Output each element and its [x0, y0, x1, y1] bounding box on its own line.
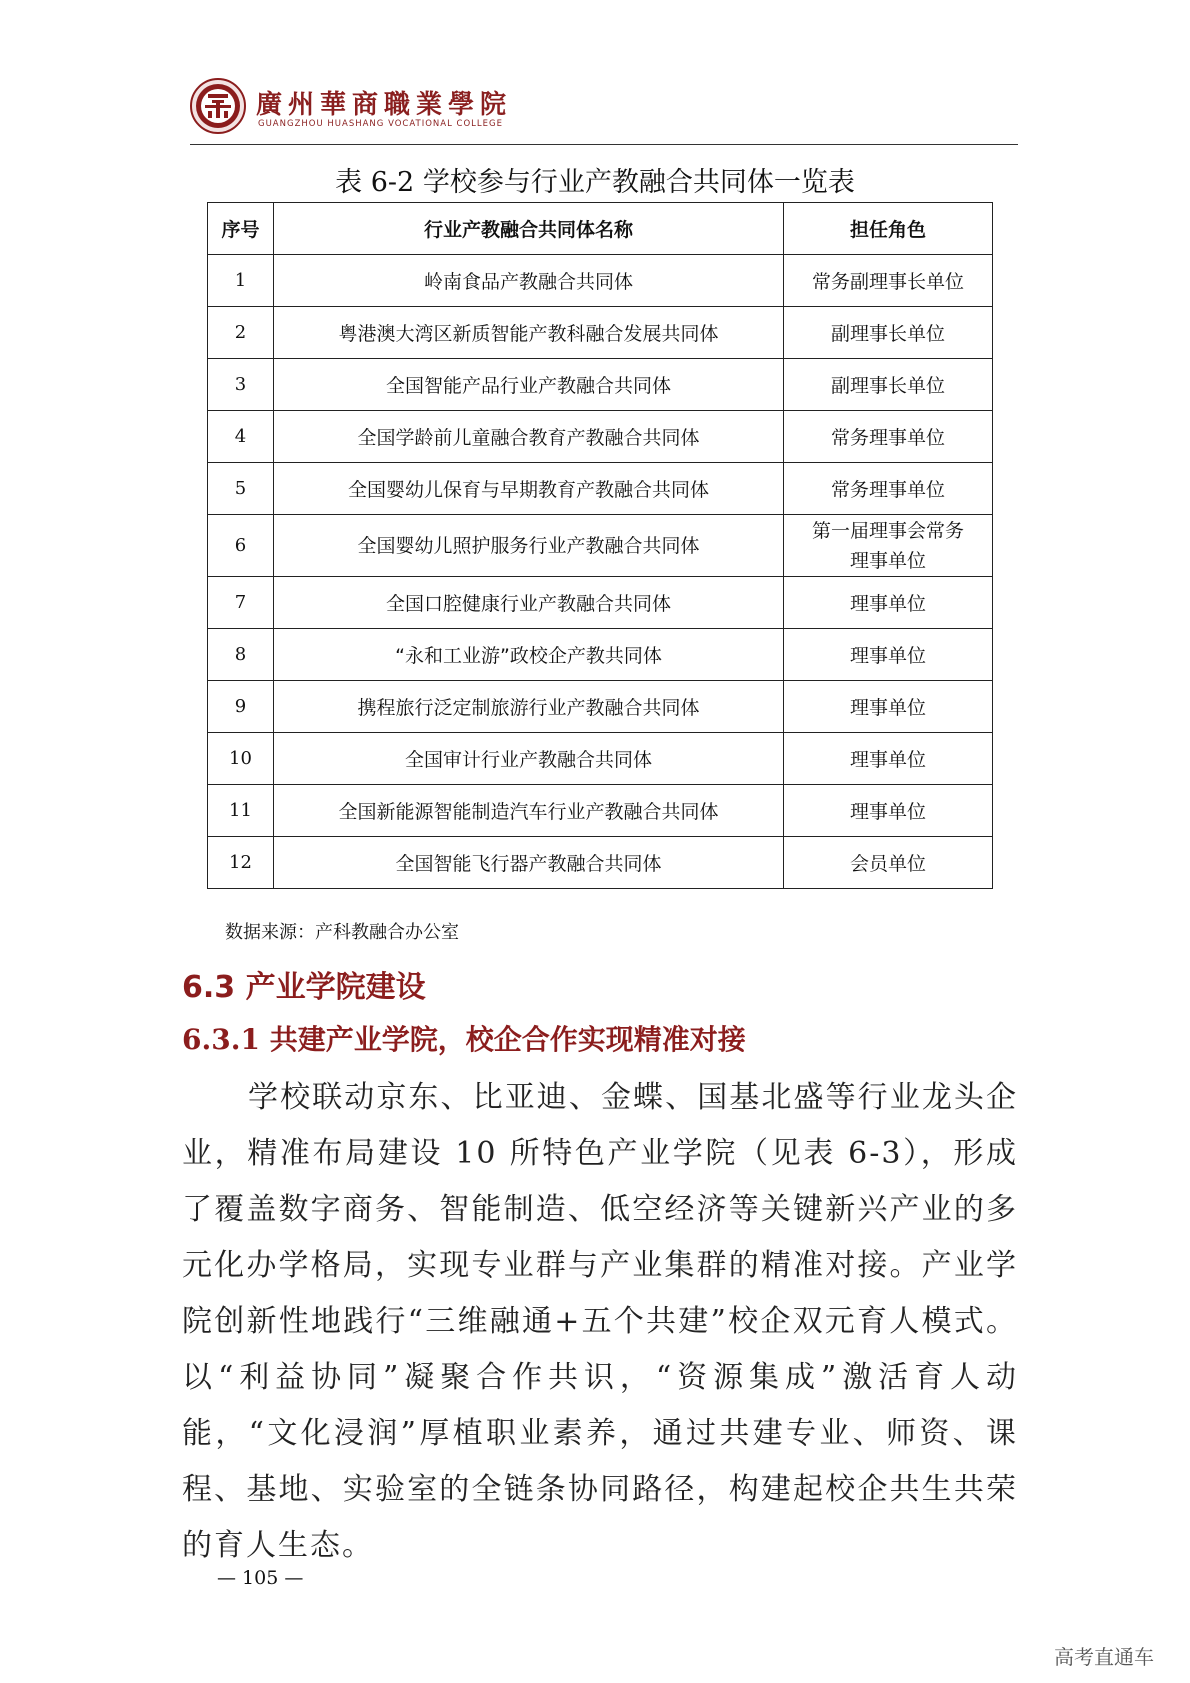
table-row [208, 629, 993, 681]
college-name-cn: 廣州華商職業學院 [256, 90, 513, 120]
row-name: 全国婴幼儿保育与早期教育产教融合共同体 [274, 463, 784, 515]
row-name: 岭南食品产教融合共同体 [274, 255, 784, 307]
table-row [208, 307, 993, 359]
row-index: 3 [208, 359, 274, 411]
row-role: 副理事长单位 [784, 307, 993, 359]
row-role: 理事单位 [784, 733, 993, 785]
row-index: 8 [208, 629, 274, 681]
row-role: 副理事长单位 [784, 359, 993, 411]
row-index: 2 [208, 307, 274, 359]
row-index: 7 [208, 577, 274, 629]
table-row [208, 577, 993, 629]
row-role: 理事单位 [784, 629, 993, 681]
row-name: “永和工业游”政校企产教共同体 [274, 629, 784, 681]
watermark-text: 高考直通车 [1054, 1645, 1154, 1669]
column-header-index: 序号 [208, 203, 274, 255]
row-index: 5 [208, 463, 274, 515]
row-name: 粤港澳大湾区新质智能产教科融合发展共同体 [274, 307, 784, 359]
row-index: 10 [208, 733, 274, 785]
table-row [208, 255, 993, 307]
page-number: — 105 — [217, 1567, 304, 1589]
row-name: 携程旅行泛定制旅游行业产教融合共同体 [274, 681, 784, 733]
row-index: 12 [208, 837, 274, 889]
subsection-heading: 6.3.1 共建产业学院，校企合作实现精准对接 [182, 1023, 746, 1056]
row-index: 1 [208, 255, 274, 307]
table-row [208, 681, 993, 733]
row-role: 会员单位 [784, 837, 993, 889]
college-name-en: GUANGZHOU HUASHANG VOCATIONAL COLLEGE [258, 119, 503, 129]
row-role: 常务理事单位 [784, 463, 993, 515]
row-name: 全国审计行业产教融合共同体 [274, 733, 784, 785]
row-role-line1: 第一届理事会常务 [811, 519, 964, 542]
row-role: 常务副理事长单位 [784, 255, 993, 307]
row-index: 11 [208, 785, 274, 837]
table-row [208, 463, 993, 515]
table-row [208, 785, 993, 837]
row-name: 全国新能源智能制造汽车行业产教融合共同体 [274, 785, 784, 837]
row-role: 理事单位 [784, 577, 993, 629]
table-row [208, 515, 993, 577]
section-heading: 6.3 产业学院建设 [182, 970, 426, 1005]
page-header [190, 78, 1018, 144]
row-role [784, 515, 993, 577]
table-row [208, 411, 993, 463]
row-name: 全国学龄前儿童融合教育产教融合共同体 [274, 411, 784, 463]
row-role: 理事单位 [784, 785, 993, 837]
table-header-row [208, 203, 993, 255]
column-header-name: 行业产教融合共同体名称 [274, 203, 784, 255]
community-table [207, 202, 993, 889]
column-header-role: 担任角色 [784, 203, 993, 255]
row-name: 全国智能飞行器产教融合共同体 [274, 837, 784, 889]
table-source-note: 数据来源：产科教融合办公室 [225, 922, 459, 943]
row-index: 6 [208, 515, 274, 577]
row-name: 全国口腔健康行业产教融合共同体 [274, 577, 784, 629]
body-paragraph: 学校联动京东、比亚迪、金蝶、国基北盛等行业龙头企业，精准布局建设 10 所特色产业学院（见表 6-3），形成了覆盖数字商务、智能制造、低空经济等关键新兴产业的多元化办学格局，实现专业群与产业集群的精准对接。产业学院创新性地践行“三维融通+五个共建”校企双元育人模式。以“利益协同”凝聚合作共识，“资源集成”激活育人动能，“文化浸润”厚植职业素养，通过共建专业、师资、课程、基地、实验室的全链条协同路径，构建起校企共生共荣的育人生态。 [182, 1080, 1018, 1563]
table-row [208, 733, 993, 785]
row-role: 理事单位 [784, 681, 993, 733]
table-caption: 表 6-2 学校参与行业产教融合共同体一览表 [335, 167, 855, 198]
table-row [208, 837, 993, 889]
row-role-line2: 理事单位 [849, 549, 926, 572]
row-role: 常务理事单位 [784, 411, 993, 463]
row-name: 全国智能产品行业产教融合共同体 [274, 359, 784, 411]
row-name: 全国婴幼儿照护服务行业产教融合共同体 [274, 515, 784, 577]
header-divider [190, 144, 1018, 145]
college-emblem-icon [190, 78, 246, 134]
row-index: 9 [208, 681, 274, 733]
table-row [208, 359, 993, 411]
row-index: 4 [208, 411, 274, 463]
